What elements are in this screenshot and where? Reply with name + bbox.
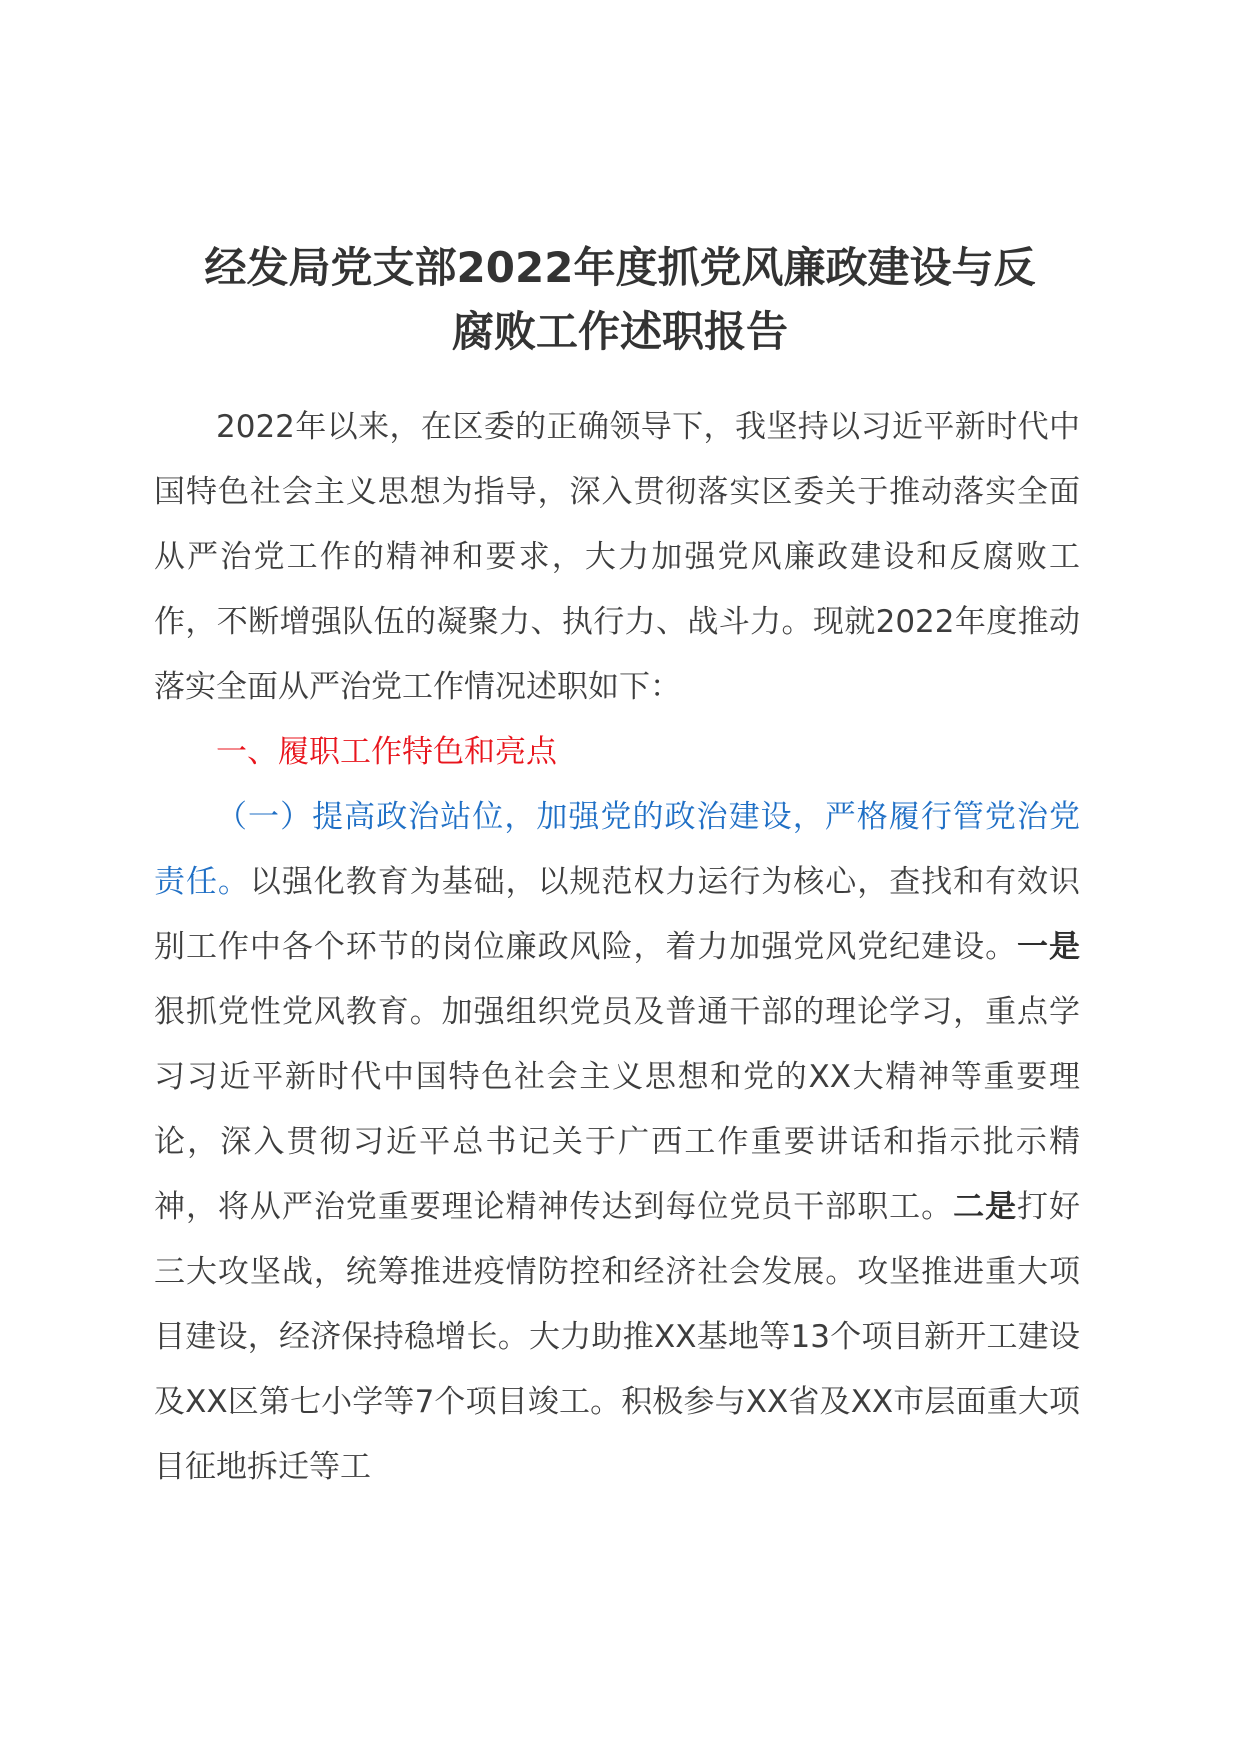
point-1-label: 一是 (1017, 929, 1081, 965)
title-line-2: 腐败工作述职报告 (451, 307, 788, 356)
document-body (154, 395, 1080, 1500)
point-2-label: 二是 (953, 1189, 1018, 1225)
subsection-heading: （一）提高政治站位，加强党的政治建设，严格履行管党治党责任。 (154, 799, 1080, 900)
subsection-intro-text: 以强化教育为基础，以规范权力运行为核心，查找和有效识别工作中各个环节的岗位廉政风险，着力加强党风党纪建设。 (154, 864, 1081, 965)
document-title (150, 236, 1090, 364)
title-line-1: 经发局党支部2022年度抓党风廉政建设与反 (204, 243, 1036, 292)
point-2-text: 打好三大攻坚战，统筹推进疫情防控和经济社会发展。攻坚推进重大项目建设，经济保持稳增长。大力助推XX基地等13个项目新开工建设及XX区第七小学等7个项目竣工。积极参与XX省及XX市层面重大项目征地拆迁等工 (154, 1189, 1081, 1485)
section-heading: 一、履职工作特色和亮点 (216, 734, 557, 770)
subsection-paragraph (154, 785, 1080, 1500)
point-1-text: 狠抓党性党风教育。加强组织党员及普通干部的理论学习，重点学习习近平新时代中国特色社会主义思想和党的XX大精神等重要理论，深入贯彻习近平总书记关于广西工作重要讲话和指示批示精神，将从严治党重要理论精神传达到每位党员干部职工。 (154, 994, 1080, 1225)
intro-paragraph: 2022年以来，在区委的正确领导下，我坚持以习近平新时代中国特色社会主义思想为指导，深入贯彻落实区委关于推动落实全面从严治党工作的精神和要求，大力加强党风廉政建设和反腐败工作，不断增强队伍的凝聚力、执行力、战斗力。现就2022年度推动落实全面从严治党工作情况述职如下： (154, 409, 1080, 705)
